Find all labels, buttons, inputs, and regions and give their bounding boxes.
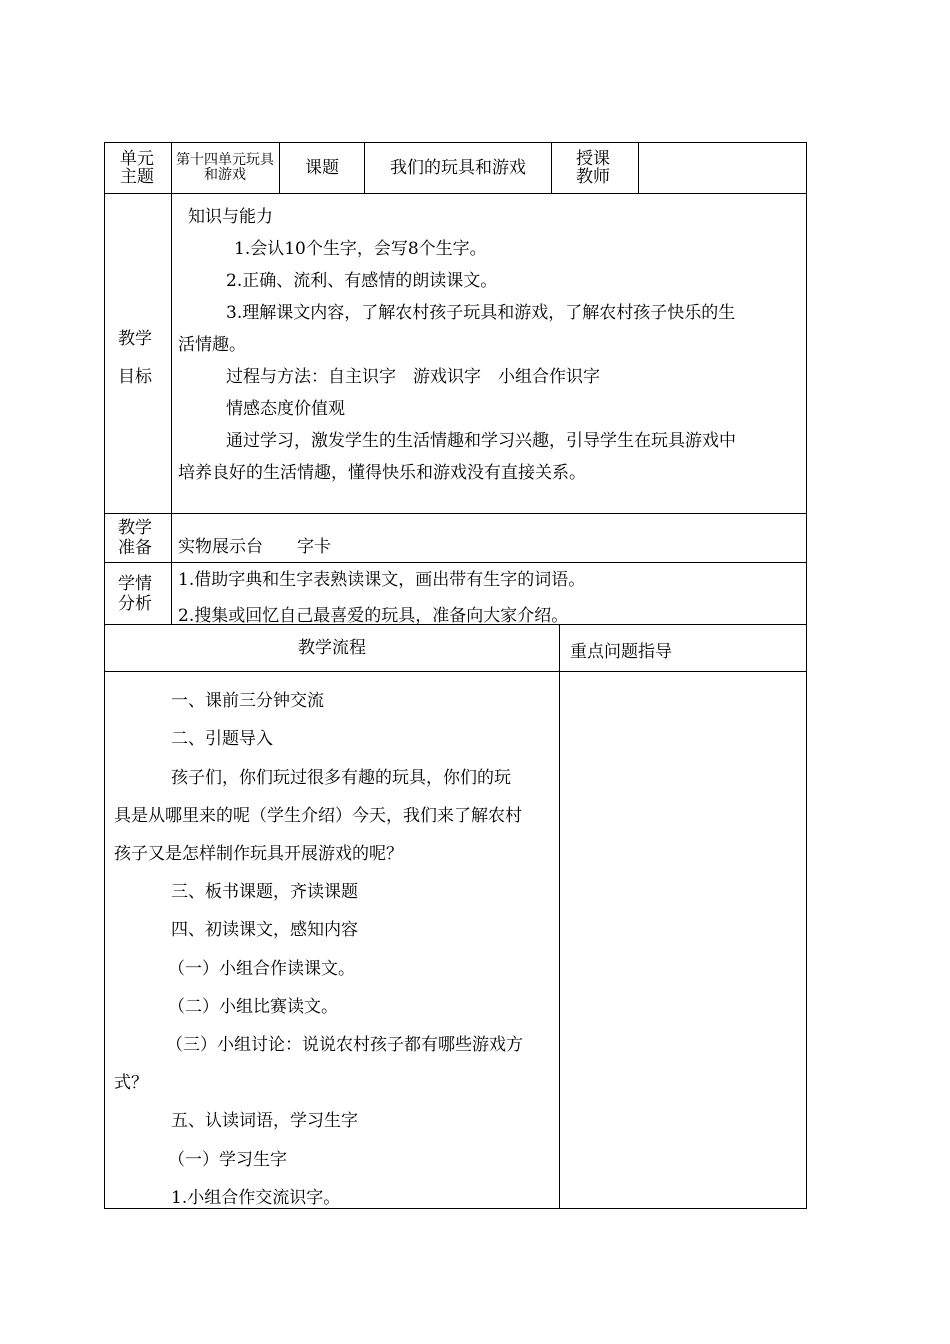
goals-line: 培养良好的生活情趣，懂得快乐和游戏没有直接关系。: [178, 463, 586, 483]
process-line: 三、板书课题，齐读课题: [171, 882, 358, 902]
prep-label-1: 教学: [118, 518, 152, 538]
process-line: 1.小组合作交流识字。: [171, 1188, 341, 1208]
process-line: （一）学习生字: [168, 1150, 287, 1170]
teacher-label: 授课 教师: [576, 149, 610, 187]
topic-value: 我们的玩具和游戏: [390, 158, 526, 178]
prep-label-2: 准备: [118, 538, 152, 558]
process-line: 式？: [114, 1073, 148, 1093]
unit-value: 第十四单元玩具和游戏: [176, 152, 274, 183]
process-line: （二）小组比赛读文。: [168, 997, 338, 1017]
process-line: （一）小组合作读课文。: [168, 959, 355, 979]
goals-line: 情感态度价值观: [226, 399, 345, 419]
analysis-line: 1.借助字典和生字表熟读课文，画出带有生字的词语。: [178, 570, 586, 590]
topic-label: 课题: [305, 158, 339, 178]
goals-line: 2.正确、流利、有感情的朗读课文。: [226, 271, 498, 291]
analysis-label-2: 分析: [118, 594, 152, 614]
process-line: 孩子们，你们玩过很多有趣的玩具，你们的玩: [171, 768, 511, 788]
goals-label-1: 教学: [118, 329, 152, 349]
goals-line: 知识与能力: [188, 207, 273, 227]
process-line: 五、认读词语，学习生字: [171, 1111, 358, 1131]
process-line: 一、课前三分钟交流: [171, 691, 324, 711]
teacher-value: [639, 148, 805, 188]
row-divider: [104, 562, 807, 563]
goals-line: 活情趣。: [178, 335, 246, 355]
process-line: 具是从哪里来的呢（学生介绍）今天，我们来了解农村: [114, 806, 522, 826]
col-divider: [171, 142, 172, 624]
goals-label-2: 目标: [118, 367, 152, 387]
process-line: 四、初读课文，感知内容: [171, 920, 358, 940]
process-line: 孩子又是怎样制作玩具开展游戏的呢？: [114, 844, 403, 864]
unit-label: 单元 主题: [120, 149, 154, 187]
row-divider: [104, 671, 807, 672]
process-line: （三）小组讨论：说说农村孩子都有哪些游戏方: [166, 1035, 523, 1055]
row-divider: [104, 513, 807, 514]
goals-line: 1.会认10个生字，会写8个生字。: [234, 239, 487, 259]
process-left-header: 教学流程: [298, 638, 366, 658]
analysis-label-1: 学情: [118, 574, 152, 594]
row-divider: [104, 193, 807, 194]
col-divider: [551, 142, 552, 193]
goals-line: 通过学习，激发学生的生活情趣和学习兴趣，引导学生在玩具游戏中: [226, 431, 736, 451]
prep-value: 实物展示台 字卡: [178, 537, 331, 557]
analysis-line: 2.搜集或回忆自己最喜爱的玩具，准备向大家介绍。: [178, 606, 569, 626]
col-divider: [559, 624, 560, 1209]
process-right-header: 重点问题指导: [570, 642, 672, 662]
process-line: 二、引题导入: [171, 729, 273, 749]
goals-line: 过程与方法：自主识字 游戏识字 小组合作识字: [226, 367, 600, 387]
goals-line: 3.理解课文内容，了解农村孩子玩具和游戏，了解农村孩子快乐的生: [226, 303, 736, 323]
